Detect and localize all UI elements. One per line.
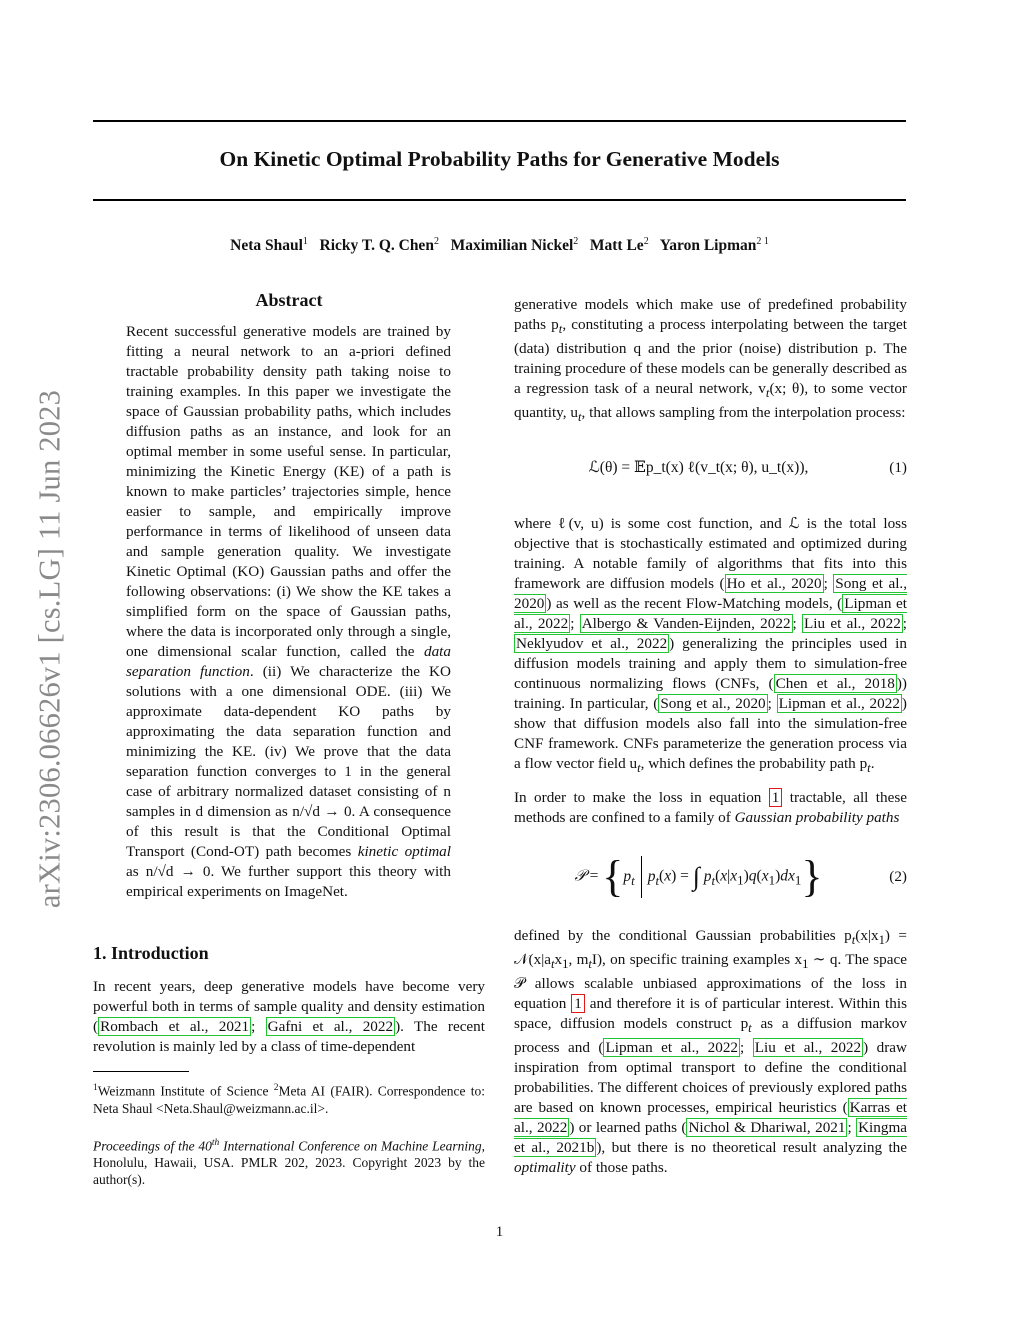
citation-link[interactable]: Lipman et al., 2022 [778,695,900,713]
equation-2 [514,844,907,910]
author: Ricky T. Q. Chen$^2$ [319,236,439,255]
top-rule [93,120,906,122]
citation-link[interactable]: Gafni et al., 2022 [267,1018,394,1035]
paper-title: On Kinetic Optimal Probability Paths for Generative Models [219,147,780,171]
author: Yaron Lipman$^{2 1}$ [659,236,769,255]
right-column [514,295,907,1178]
title-rule [93,199,906,201]
citation-link[interactable]: Song et al., 2020 [660,695,766,713]
section-heading-introduction: 1. Introduction [93,943,209,963]
equation-ref-link[interactable]: 1 [769,788,783,807]
left-column [93,290,485,1188]
equation-1 [514,440,907,496]
equation-number: (1) [889,459,907,477]
citation-link[interactable]: Liu et al., 2022 [754,1039,862,1057]
intro-paragraph: where ℓ(v, u) is some cost function, and ℒ is the total loss objective that is stochastically estimated and optimized during training. A notable family of algorithms that fits into this framework are diffusion models ( Ho et al., 2020 ; Song et al., 2020 ) as well as the recent Flow-Matching models, ( Lipman et al., 2022 ; Albergo & Vanden-Eijnden, 2022 ; Liu et al., 2022 ; Neklyudov et al., 2022 ) generalizing the principles used in diffusion models training and apply them to simulation-free continuous normalizing flows (CNFs, ( Chen et al., 2018 )) training. In particular, ( Song et al., 2020 ; Lipman et al., 2022 ) show that diffusion models also fall into the simulation-free CNF framework. CNFs parameterize the generation process via a flow vector field $u_t$, which defines the probability path $p_t$. [514,515,908,776]
citation-link[interactable]: Albergo & Vanden-Eijnden, 2022 [581,615,791,633]
abstract-heading: Abstract [255,290,323,310]
citation-link[interactable]: Ho et al., 2020 [726,575,822,593]
equation-body: 𝒫 = {$p_t$ $p_t(x)$ = ∫ $p_t(x|x_1)q(x_1)dx_1$} [574,852,823,902]
citation-link[interactable]: Karras et al., 2022 [514,1099,907,1137]
citation-link[interactable]: Rombach et al., 2021 [100,1018,250,1035]
footnote: $^1$Weizmann Institute of Science $^2$Meta AI (FAIR). Correspondence to: Neta Shaul <Neta.Shaul@weizmann.ac.il>. [93,1083,485,1116]
citation-link[interactable]: Nichol & Dhariwal, 2021 [688,1119,846,1137]
intro-paragraph: defined by the conditional Gaussian probabilities $p_t(x|x_1)$ = $𝒩(x|a_tx_1$, $m_tI$), on specific training examples $x_1$ ∼ q. The space 𝒫 allows scalable unbiased approximations of the loss in equation 1 and therefore it is of particular interest. Within this space, diffusion models construct $p_t$ as a diffusion markov process and ( Lipman et al., 2022 ; Liu et al., 2022 ) draw inspiration from optimal transport to define the conditional probabilities. The different choices of previously explored paths are based on known processes, empirical heuristics ( Karras et al., 2022 ) or learned paths ( Nichol & Dhariwal, 2021 ; Kingma et al., 2021b ), but there is no theoretical result analyzing the optimality of those paths. [514,927,908,1177]
citation-link[interactable]: Liu et al., 2022 [804,615,901,633]
page-number: 1 [495,1224,504,1240]
intro-paragraph-continued: generative models which make use of predefined probability paths $p_t$, constituting a process interpolating between the target (data) distribution q and the prior (noise) distribution p. The training procedure of these models can be generally described as a regression task of a neural network, $v_t(x$; θ), to some vector quantity, $u_t$, that allows sampling from the interpolation process: [514,296,908,425]
citation-link[interactable]: Lipman et al., 2022 [514,595,908,633]
equation-number: (2) [889,868,907,886]
equation-ref-link[interactable]: 1 [571,994,585,1013]
author: Neta Shaul$^1$ [230,236,308,255]
arxiv-stamp: arXiv:2306.06626v1 [cs.LG] 11 Jun 2023 [32,389,67,909]
intro-paragraph: In order to make the loss in equation 1 tractable, all these methods are confined to a family of Gaussian probability paths [514,789,907,827]
citation-link[interactable]: Lipman et al., 2022 [605,1039,739,1057]
footnote-divider [93,1071,189,1072]
citation-link[interactable]: Song et al., 2020 [514,575,908,613]
author: Maximilian Nickel$^2$ [450,236,579,255]
citation-link[interactable]: Neklyudov et al., 2022 [516,635,668,653]
equation-body: ℒ(θ) = 𝔼p_t(x) ℓ(v_t(x; θ), u_t(x)), [588,459,809,477]
proceedings-note: Proceedings of the 40th International Conference on Machine Learning, Honolulu, Hawaii, USA. PMLR 202, 2023. Copyright 2023 by the author(s). [93,1137,485,1187]
author: Matt Le$^2$ [589,236,649,255]
intro-paragraph: In recent years, deep generative models have become very powerful both in terms of sample quality and density estimation ( Rombach et al., 2021 ; Gafni et al., 2022 ). The recent revolution is mainly led by a class of time-dependent [93,978,485,1055]
author-list [93,236,906,255]
citation-link[interactable]: Chen et al., 2018 [775,675,895,693]
abstract-body: Recent successful generative models are trained by fitting a neural network to an a-priori defined tractable probability density path taking noise to training examples. In this paper we investigate the space of Gaussian probability paths, which includes diffusion paths as an instance, and look for an optimal member in some useful sense. In particular, minimizing the Kinetic Energy (KE) of a path is known to make particles’ trajectories simple, hence easier to sample, and empirically improve performance in terms of likelihood of unseen data and sample generation quality. We investigate Kinetic Optimal (KO) Gaussian paths and offer the following observations: (i) We show the KE takes a simplified form on the space of Gaussian paths, where the data is incorporated only through a single, one dimensional scalar function, called the data separation function. (ii) We characterize the KO solutions with a one dimensional ODE. (iii) We approximate data-dependent KO paths by approximating the data separation function and minimizing the KE. (iv) We prove that the data separation function converges to 1 in the general case of arbitrary normalized dataset consisting of n samples in d dimension as n/√d → 0. A consequence of this result is that the Conditional Optimal Transport (Cond-OT) path becomes kinetic optimal as n/√d → 0. We further support this theory with empirical experiments on ImageNet. [126,323,451,900]
citation-link[interactable]: Kingma et al., 2021b [514,1119,908,1157]
